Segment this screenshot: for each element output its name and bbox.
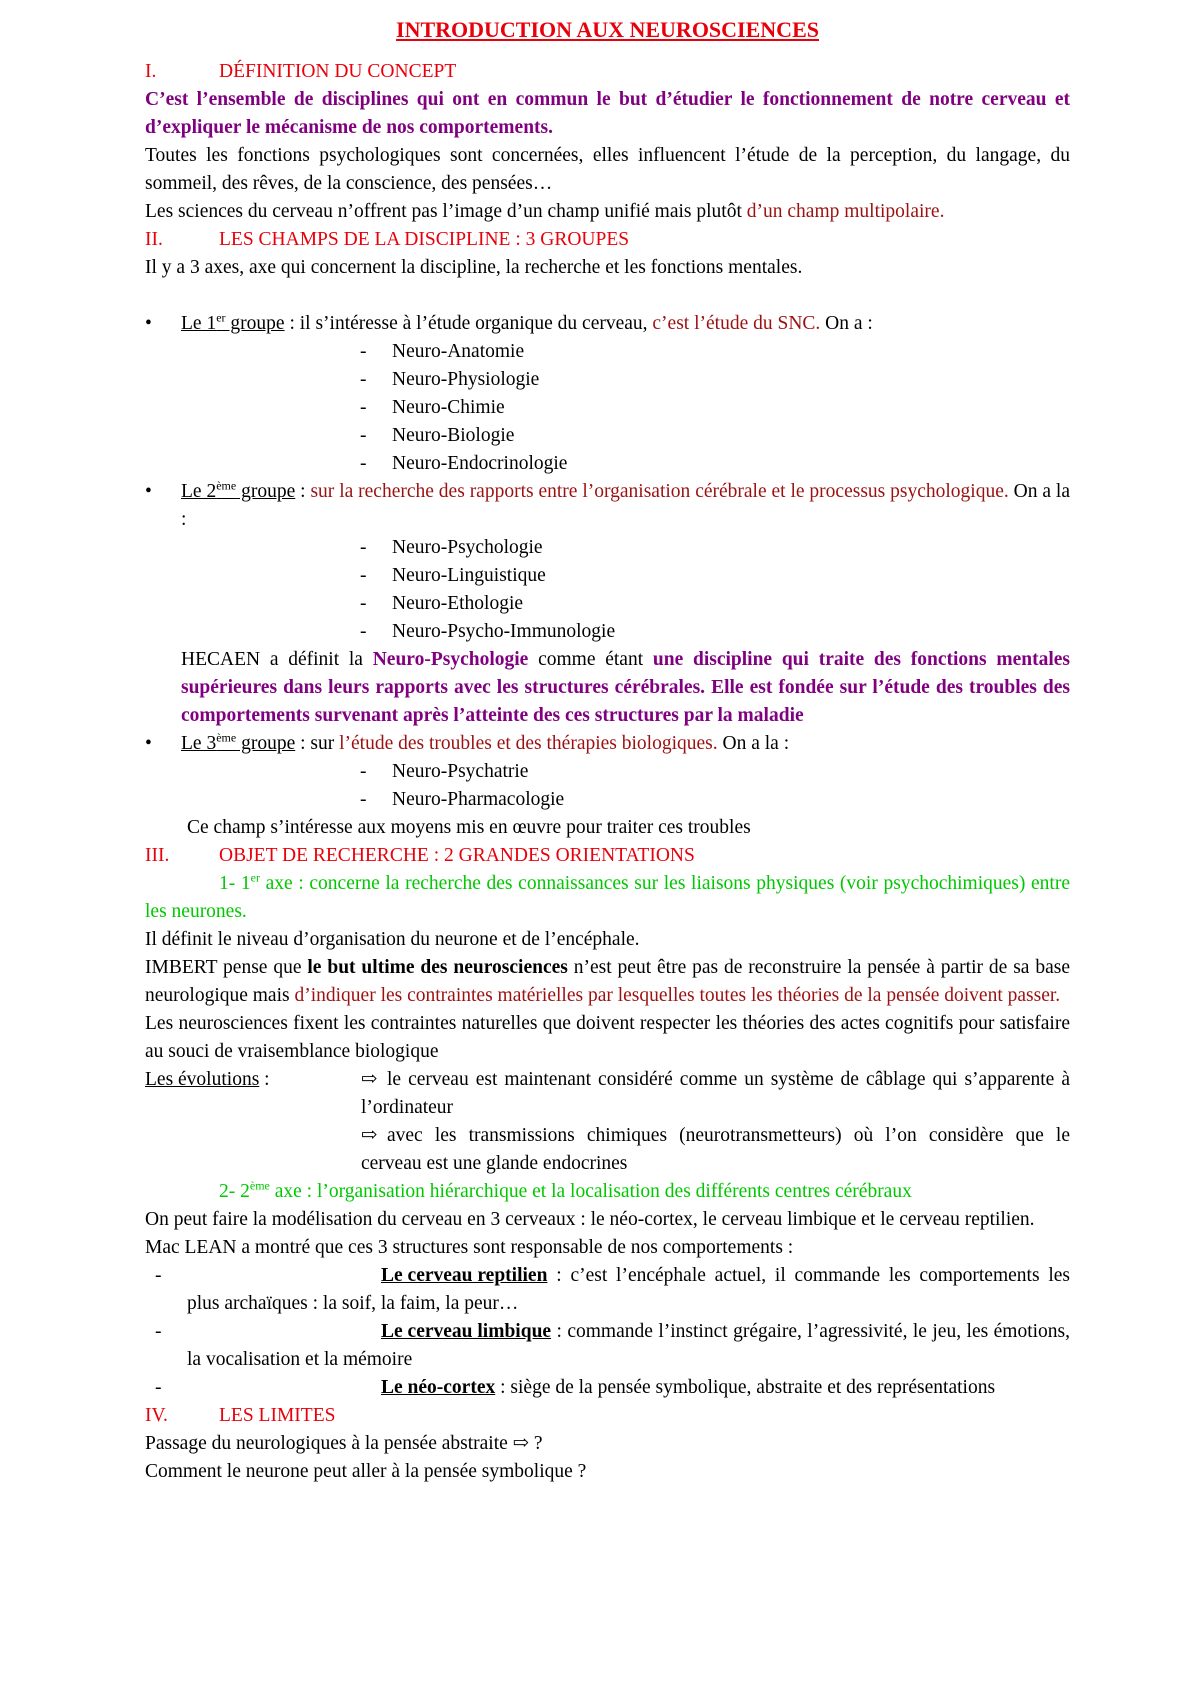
definition-paragraph: C’est l’ensemble de disciplines qui ont en commun le but d’étudier le fonctionnement de notre cerveau et d’expliquer le mécanisme de nos comportements. xyxy=(145,89,1070,138)
brain-item-neo-cortex: - Le néo-cortex : siège de la pensée symbolique, abstraite et des représentations xyxy=(155,1377,996,1398)
list-item: - Neuro-Ethologie xyxy=(360,593,524,614)
group-2-bullet: • Le 2ème groupe : sur la recherche des rapports entre l’organisation cérébrale et le processus psychologique. On a la : xyxy=(145,478,1070,530)
section-2-heading xyxy=(145,226,1070,254)
brain-item-reptilien: - Le cerveau reptilien : c’est l’encéphale actuel, il commande les comportements les plus archaïques : la soif, la faim, la peur… xyxy=(155,1265,1070,1314)
list-item: - Neuro-Psycho-Immunologie xyxy=(360,621,616,642)
paragraph: Il définit le niveau d’organisation du neurone et de l’encéphale. xyxy=(145,929,640,950)
bullet-icon: • xyxy=(145,313,152,334)
list-item: - Neuro-Chimie xyxy=(360,397,505,418)
paragraph: Il y a 3 axes, axe qui concernent la discipline, la recherche et les fonctions mentales. xyxy=(145,257,803,278)
section-title: LES LIMITES xyxy=(219,1405,336,1426)
paragraph: Mac LEAN a montré que ces 3 structures sont responsable de nos comportements : xyxy=(145,1237,794,1258)
group-2-list xyxy=(145,534,1070,646)
section-title: DÉFINITION DU CONCEPT xyxy=(219,61,457,82)
group-1-bullet: • Le 1er groupe : il s’intéresse à l’étude organique du cerveau, c’est l’étude du SNC. On a : xyxy=(145,310,1070,338)
imbert-paragraph: IMBERT pense que le but ultime des neurosciences n’est peut être pas de reconstruire la pensée à partir de sa base neurologique mais d’indiquer les contraintes matérielles par lesquelles toutes les théories de la pensée doivent passer. xyxy=(145,957,1070,1006)
spacer xyxy=(145,282,1070,310)
paragraph: Toutes les fonctions psychologiques sont concernées, elles influencent l’étude de la perception, du langage, du sommeil, des rêves, de la conscience, des pensées… xyxy=(145,145,1070,194)
list-item: - Neuro-Psychologie xyxy=(360,537,543,558)
evolution-item: ⇨ avec les transmissions chimiques (neurotransmetteurs) où l’on considère que le cerveau est une glande endocrines xyxy=(361,1122,1070,1178)
list-item: - Neuro-Physiologie xyxy=(360,369,540,390)
evolution-item: ⇨ le cerveau est maintenant considéré comme un système de câblage qui s’apparente à l’ordinateur xyxy=(361,1066,1070,1122)
group-3-bullet: • Le 3ème groupe : sur l’étude des troubles et des thérapies biologiques. On a la : xyxy=(145,730,1070,758)
paragraph: Les neurosciences fixent les contraintes naturelles que doivent respecter les théories des actes cognitifs pour satisfaire au souci de vraisemblance biologique xyxy=(145,1013,1070,1062)
paragraph: On peut faire la modélisation du cerveau en 3 cerveaux : le néo-cortex, le cerveau limbique et le cerveau reptilien. xyxy=(145,1209,1035,1230)
section-title: OBJET DE RECHERCHE : 2 GRANDES ORIENTATIONS xyxy=(219,845,695,866)
document-title: INTRODUCTION AUX NEUROSCIENCES xyxy=(396,17,819,42)
axe-1-paragraph: 1- 1er axe : concerne la recherche des connaissances sur les liaisons physiques (voir psychochimiques) entre les neurones. xyxy=(145,870,1070,922)
section-1-heading xyxy=(145,58,1070,86)
list-item: - Neuro-Anatomie xyxy=(360,341,525,362)
right-arrow-icon: ⇨ xyxy=(361,1125,378,1146)
list-item: - Neuro-Biologie xyxy=(360,425,515,446)
section-number: III. xyxy=(145,845,170,866)
evolutions-block: Les évolutions : ⇨ le cerveau est maintenant considéré comme un système de câblage qui s’apparente à l’ordinateur ⇨ avec les transmissions chimiques (neurotransmetteurs) où l’on considère que le cerveau est une glande endocrines xyxy=(145,1066,1070,1178)
list-item: - Neuro-Linguistique xyxy=(360,565,546,586)
section-4-heading xyxy=(145,1402,1070,1430)
axe-2-paragraph: 2- 2ème axe : l’organisation hiérarchique et la localisation des différents centres cérébraux xyxy=(219,1178,912,1202)
section-title: LES CHAMPS DE LA DISCIPLINE : 3 GROUPES xyxy=(219,229,630,250)
hecaen-paragraph: HECAEN a définit la Neuro-Psychologie comme étant une discipline qui traite des fonctions mentales supérieures dans leurs rapports avec les structures cérébrales. Elle est fondée sur l’étude des troubles des comportements survenant après l’atteinte des ces structures par la maladie xyxy=(181,649,1070,726)
list-item: - Neuro-Endocrinologie xyxy=(360,453,568,474)
paragraph: Ce champ s’intéresse aux moyens mis en œuvre pour traiter ces troubles xyxy=(187,817,751,838)
list-item: - Neuro-Psychatrie xyxy=(360,761,529,782)
section-number: II. xyxy=(145,229,163,250)
section-number: IV. xyxy=(145,1405,168,1426)
right-arrow-icon: ⇨ xyxy=(512,1433,530,1454)
section-3-heading xyxy=(145,842,1070,870)
right-arrow-icon: ⇨ xyxy=(361,1069,378,1090)
evolutions-label: Les évolutions xyxy=(145,1069,260,1090)
paragraph: Passage du neurologiques à la pensée abstraite ⇨ ? xyxy=(145,1433,543,1454)
bullet-icon: • xyxy=(145,481,152,502)
section-number: I. xyxy=(145,61,157,82)
group-1-list xyxy=(145,338,1070,478)
list-item: - Neuro-Pharmacologie xyxy=(360,789,565,810)
bullet-icon: • xyxy=(145,733,152,754)
paragraph: Comment le neurone peut aller à la pensée symbolique ? xyxy=(145,1461,587,1482)
paragraph: Les sciences du cerveau n’offrent pas l’image d’un champ unifié mais plutôt d’un champ multipolaire. xyxy=(145,201,945,222)
brain-item-limbique: - Le cerveau limbique : commande l’instinct grégaire, l’agressivité, le jeu, les émotions, la vocalisation et la mémoire xyxy=(155,1321,1070,1370)
group-3-list xyxy=(145,758,1070,814)
